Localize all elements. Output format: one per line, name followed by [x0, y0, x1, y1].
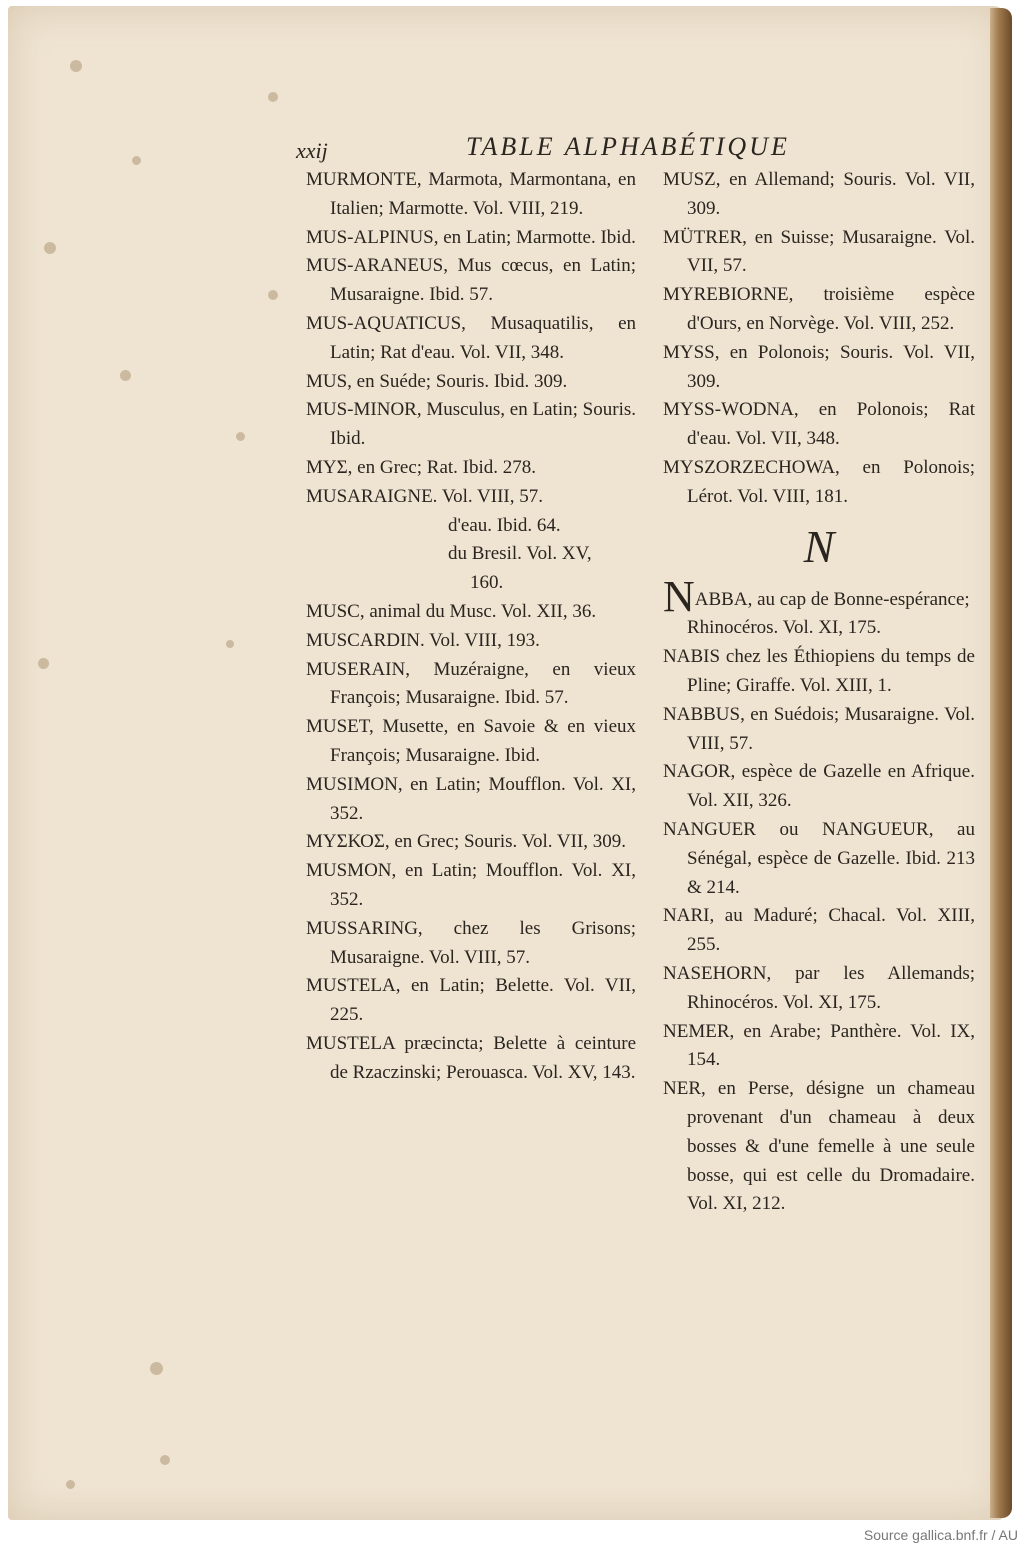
index-entry: MUSARAIGNE. Vol. VIII, 57.: [306, 485, 543, 507]
index-entry: NER, en Perse, désigne un chameau provenant d'un chameau à deux bosses & d'une femelle à une seule bosse, qui est celle du Dromadaire. Vol. XI, 212.: [663, 1078, 975, 1215]
index-subentry: du Bresil. Vol. XV,: [448, 543, 592, 565]
index-entry: MUSC, animal du Musc. Vol. XII, 36.: [306, 600, 597, 622]
index-entry: MUS-ARANEUS, Mus cœcus, en Latin; Musaraigne. Ibid. 57.: [306, 255, 636, 306]
index-entry: NAGOR, espèce de Gazelle en Afrique. Vol. XII, 326.: [663, 761, 975, 812]
foxing-spot: [268, 290, 278, 300]
index-entry: MUS, en Suéde; Souris. Ibid. 309.: [306, 370, 568, 392]
left-column: [306, 166, 636, 1088]
book-spine: [990, 8, 1012, 1518]
foxing-spot: [226, 640, 234, 648]
index-entry: MUSZ, en Allemand; Souris. Vol. VII, 309.: [663, 169, 975, 219]
foxing-spot: [236, 432, 245, 441]
foxing-spot: [268, 92, 278, 102]
index-entry: MUSTELA præcincta; Belette à ceinture de Rzaczinski; Perouasca. Vol. XV, 143.: [306, 1032, 636, 1083]
foxing-spot: [160, 1455, 170, 1465]
running-head: [296, 132, 856, 168]
index-entry-first-n: [663, 571, 975, 644]
index-entry: MYREBIORNE, troisième espèce d'Ours, en Norvège. Vol. VIII, 252.: [663, 284, 975, 334]
index-entry: MUSET, Musette, en Savoie & en vieux François; Musaraigne. Ibid.: [306, 716, 636, 766]
foxing-spot: [44, 242, 56, 254]
foxing-spot: [38, 658, 49, 669]
index-entry: MUSCARDIN. Vol. VIII, 193.: [306, 629, 540, 651]
index-entry: MUS-MINOR, Musculus, en Latin; Souris. Ibid.: [306, 399, 636, 450]
index-entry: NABBUS, en Suédois; Musaraigne. Vol. VIII, 57.: [663, 703, 975, 754]
index-entry: NARI, au Maduré; Chacal. Vol. XIII, 255.: [663, 905, 975, 956]
foxing-spot: [66, 1480, 75, 1489]
page-folio: xxij: [296, 138, 328, 163]
source-credit: Source gallica.bnf.fr / AU: [863, 1527, 1018, 1543]
index-entry: NANGUER ou NANGUEUR, au Sénégal, espèce de Gazelle. Ibid. 213 & 214.: [663, 818, 975, 898]
section-letter: N: [803, 520, 835, 572]
index-subentry: 160.: [470, 572, 504, 594]
index-entry: MUSTELA, en Latin; Belette. Vol. VII, 225.: [306, 975, 636, 1026]
index-entry: MUSIMON, en Latin; Moufflon. Vol. XI, 352.: [306, 773, 636, 824]
index-subentry: d'eau. Ibid. 64.: [448, 514, 561, 536]
foxing-spot: [120, 370, 131, 381]
index-entry: MUSERAIN, Muzéraigne, en vieux François; Musaraigne. Ibid. 57.: [306, 658, 636, 709]
foxing-spot: [70, 60, 82, 72]
index-entry: NABIS chez les Éthiopiens du temps de Pline; Giraffe. Vol. XIII, 1.: [663, 646, 975, 696]
index-entry: MYSS, en Polonois; Souris. Vol. VII, 309.: [663, 341, 975, 392]
index-entry: MUSSARING, chez les Grisons; Musaraigne. Vol. VIII, 57.: [306, 917, 636, 968]
index-entry: MYSZORZECHOWA, en Polonois; Lérot. Vol. VIII, 181.: [663, 456, 975, 507]
index-entry-text: ABBA, au cap de Bonne-espérance; Rhinocéros. Vol. XI, 175.: [687, 588, 970, 639]
right-column: [663, 166, 975, 1219]
index-entry: NEMER, en Arabe; Panthère. Vol. IX, 154.: [663, 1020, 975, 1071]
index-entry: ΜΥΣΚΟΣ, en Grec; Souris. Vol. VII, 309.: [306, 831, 627, 853]
drop-cap: N: [663, 571, 695, 621]
index-entry: MYSS-WODNA, en Polonois; Rat d'eau. Vol. VII, 348.: [663, 399, 975, 450]
index-entry: MUS-AQUATICUS, Musaquatilis, en Latin; Rat d'eau. Vol. VII, 348.: [306, 312, 636, 363]
index-entry: MUSMON, en Latin; Moufflon. Vol. XI, 352.: [306, 860, 636, 910]
index-entry: MÜTRER, en Suisse; Musaraigne. Vol. VII, 57.: [663, 226, 975, 277]
foxing-spot: [150, 1362, 163, 1375]
index-entry: MURMONTE, Marmota, Marmontana, en Italien; Marmotte. Vol. VIII, 219.: [306, 169, 636, 219]
index-entry: MUS-ALPINUS, en Latin; Marmotte. Ibid.: [306, 226, 636, 248]
index-entry: NASEHORN, par les Allemands; Rhinocéros. Vol. XI, 175.: [663, 962, 975, 1013]
index-entry: ΜΥΣ, en Grec; Rat. Ibid. 278.: [306, 456, 537, 478]
foxing-spot: [132, 156, 141, 165]
page-title: TABLE ALPHABÉTIQUE: [466, 132, 790, 161]
